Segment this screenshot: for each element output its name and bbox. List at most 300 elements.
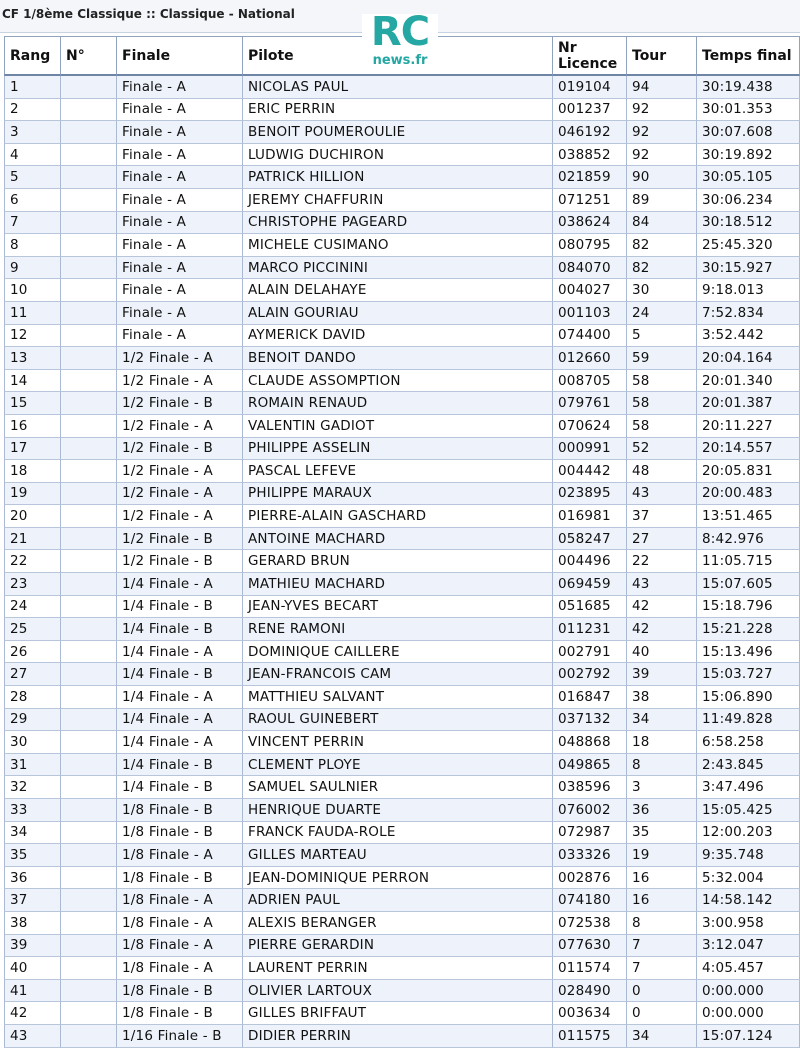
cell-temps-final: 30:07.608 — [696, 121, 800, 144]
cell-licence: 080795 — [552, 234, 626, 257]
cell-finale: 1/2 Finale - A — [116, 347, 242, 370]
cell-pilote: AYMERICK DAVID — [242, 325, 552, 348]
cell-rang: 20 — [4, 505, 60, 528]
cell-licence: 070624 — [552, 415, 626, 438]
table-row — [4, 370, 800, 393]
cell-licence: 003634 — [552, 1002, 626, 1025]
cell-tour: 0 — [626, 1002, 696, 1025]
table-row — [4, 257, 800, 280]
cell-tour: 48 — [626, 460, 696, 483]
cell-rang: 6 — [4, 189, 60, 212]
cell-temps-final: 3:52.442 — [696, 325, 800, 348]
cell-tour: 8 — [626, 754, 696, 777]
cell-tour: 82 — [626, 234, 696, 257]
cell-tour: 36 — [626, 799, 696, 822]
cell-tour: 0 — [626, 980, 696, 1003]
table-row — [4, 731, 800, 754]
table-row — [4, 99, 800, 122]
cell-rang: 18 — [4, 460, 60, 483]
cell-pilote: NICOLAS PAUL — [242, 76, 552, 99]
column-header-rang[interactable]: Rang — [4, 36, 60, 76]
cell-temps-final: 20:05.831 — [696, 460, 800, 483]
table-body — [4, 76, 800, 1048]
cell-licence: 048868 — [552, 731, 626, 754]
cell-licence: 074400 — [552, 325, 626, 348]
cell-pilote: ERIC PERRIN — [242, 99, 552, 122]
cell-licence: 011231 — [552, 618, 626, 641]
cell-rang: 41 — [4, 980, 60, 1003]
cell-licence: 077630 — [552, 935, 626, 958]
cell-tour: 22 — [626, 550, 696, 573]
table-row — [4, 325, 800, 348]
cell-temps-final: 8:42.976 — [696, 528, 800, 551]
cell-finale: 1/2 Finale - B — [116, 550, 242, 573]
table-row — [4, 957, 800, 980]
table-row — [4, 528, 800, 551]
cell-licence: 012660 — [552, 347, 626, 370]
cell-pilote: PHILIPPE MARAUX — [242, 483, 552, 506]
cell-pilote: DIDIER PERRIN — [242, 1025, 552, 1048]
cell-temps-final: 14:58.142 — [696, 889, 800, 912]
cell-pilote: MARCO PICCININI — [242, 257, 552, 280]
cell-licence: 058247 — [552, 528, 626, 551]
cell-temps-final: 20:11.227 — [696, 415, 800, 438]
cell-finale: 1/8 Finale - A — [116, 912, 242, 935]
cell-numero — [60, 912, 116, 935]
cell-numero — [60, 776, 116, 799]
table-row — [4, 889, 800, 912]
cell-finale: 1/2 Finale - A — [116, 370, 242, 393]
cell-pilote: JEREMY CHAFFURIN — [242, 189, 552, 212]
cell-temps-final: 5:32.004 — [696, 867, 800, 890]
table-row — [4, 1002, 800, 1025]
cell-pilote: DOMINIQUE CAILLERE — [242, 641, 552, 664]
cell-temps-final: 30:15.927 — [696, 257, 800, 280]
cell-numero — [60, 347, 116, 370]
table-row — [4, 279, 800, 302]
table-row — [4, 76, 800, 99]
cell-rang: 36 — [4, 867, 60, 890]
cell-licence: 011575 — [552, 1025, 626, 1048]
cell-numero — [60, 663, 116, 686]
cell-numero — [60, 505, 116, 528]
cell-licence: 002791 — [552, 641, 626, 664]
cell-licence: 038624 — [552, 212, 626, 235]
cell-tour: 42 — [626, 596, 696, 619]
cell-numero — [60, 867, 116, 890]
cell-tour: 59 — [626, 347, 696, 370]
cell-tour: 52 — [626, 438, 696, 461]
table-row — [4, 573, 800, 596]
cell-tour: 58 — [626, 415, 696, 438]
cell-licence: 000991 — [552, 438, 626, 461]
cell-numero — [60, 76, 116, 99]
table-row — [4, 776, 800, 799]
cell-licence: 046192 — [552, 121, 626, 144]
cell-licence: 037132 — [552, 709, 626, 732]
cell-rang: 15 — [4, 392, 60, 415]
cell-rang: 40 — [4, 957, 60, 980]
cell-licence: 002792 — [552, 663, 626, 686]
cell-tour: 43 — [626, 483, 696, 506]
table-row — [4, 189, 800, 212]
cell-numero — [60, 121, 116, 144]
cell-numero — [60, 889, 116, 912]
cell-pilote: ROMAIN RENAUD — [242, 392, 552, 415]
cell-finale: 1/2 Finale - B — [116, 392, 242, 415]
cell-rang: 19 — [4, 483, 60, 506]
cell-finale: 1/8 Finale - A — [116, 889, 242, 912]
table-row — [4, 234, 800, 257]
cell-numero — [60, 731, 116, 754]
cell-finale: 1/4 Finale - A — [116, 641, 242, 664]
cell-tour: 8 — [626, 912, 696, 935]
cell-temps-final: 3:47.496 — [696, 776, 800, 799]
cell-tour: 24 — [626, 302, 696, 325]
cell-temps-final: 7:52.834 — [696, 302, 800, 325]
cell-finale: 1/4 Finale - A — [116, 731, 242, 754]
cell-temps-final: 15:18.796 — [696, 596, 800, 619]
cell-tour: 89 — [626, 189, 696, 212]
table-row — [4, 415, 800, 438]
table-row — [4, 550, 800, 573]
cell-temps-final: 30:06.234 — [696, 189, 800, 212]
cell-tour: 58 — [626, 370, 696, 393]
cell-numero — [60, 686, 116, 709]
cell-pilote: ALEXIS BERANGER — [242, 912, 552, 935]
cell-rang: 38 — [4, 912, 60, 935]
column-header-finale[interactable]: Finale — [116, 36, 242, 76]
cell-numero — [60, 822, 116, 845]
cell-tour: 92 — [626, 144, 696, 167]
cell-rang: 5 — [4, 166, 60, 189]
table-row — [4, 212, 800, 235]
table-row — [4, 867, 800, 890]
table-row — [4, 709, 800, 732]
cell-temps-final: 4:05.457 — [696, 957, 800, 980]
cell-finale: 1/4 Finale - A — [116, 686, 242, 709]
cell-licence: 001237 — [552, 99, 626, 122]
cell-numero — [60, 415, 116, 438]
cell-tour: 92 — [626, 99, 696, 122]
cell-licence: 074180 — [552, 889, 626, 912]
cell-pilote: CHRISTOPHE PAGEARD — [242, 212, 552, 235]
cell-finale: Finale - A — [116, 144, 242, 167]
cell-finale: 1/4 Finale - B — [116, 776, 242, 799]
cell-pilote: MATTHIEU SALVANT — [242, 686, 552, 709]
cell-numero — [60, 257, 116, 280]
cell-pilote: JEAN-DOMINIQUE PERRON — [242, 867, 552, 890]
cell-numero — [60, 935, 116, 958]
results-table — [4, 36, 800, 1048]
cell-finale: 1/8 Finale - A — [116, 844, 242, 867]
cell-tour: 43 — [626, 573, 696, 596]
cell-licence: 072987 — [552, 822, 626, 845]
cell-pilote: ALAIN GOURIAU — [242, 302, 552, 325]
cell-temps-final: 9:35.748 — [696, 844, 800, 867]
cell-licence: 011574 — [552, 957, 626, 980]
cell-finale: 1/4 Finale - B — [116, 663, 242, 686]
page-title: CF 1/8ème Classique :: Classique - National — [2, 7, 295, 21]
cell-pilote: RAOUL GUINEBERT — [242, 709, 552, 732]
cell-pilote: PATRICK HILLION — [242, 166, 552, 189]
cell-pilote: RENE RAMONI — [242, 618, 552, 641]
cell-finale: 1/8 Finale - A — [116, 935, 242, 958]
cell-tour: 84 — [626, 212, 696, 235]
cell-numero — [60, 1025, 116, 1048]
cell-rang: 7 — [4, 212, 60, 235]
table-row — [4, 121, 800, 144]
cell-numero — [60, 279, 116, 302]
cell-numero — [60, 799, 116, 822]
cell-finale: 1/2 Finale - B — [116, 528, 242, 551]
cell-temps-final: 30:18.512 — [696, 212, 800, 235]
cell-numero — [60, 957, 116, 980]
cell-temps-final: 15:05.425 — [696, 799, 800, 822]
cell-finale: 1/2 Finale - A — [116, 415, 242, 438]
cell-licence: 072538 — [552, 912, 626, 935]
cell-pilote: BENOIT DANDO — [242, 347, 552, 370]
cell-numero — [60, 641, 116, 664]
cell-rang: 34 — [4, 822, 60, 845]
cell-licence: 038596 — [552, 776, 626, 799]
cell-licence: 004442 — [552, 460, 626, 483]
cell-licence: 016981 — [552, 505, 626, 528]
table-row — [4, 844, 800, 867]
cell-rang: 12 — [4, 325, 60, 348]
cell-pilote: LUDWIG DUCHIRON — [242, 144, 552, 167]
cell-rang: 27 — [4, 663, 60, 686]
cell-finale: Finale - A — [116, 212, 242, 235]
cell-temps-final: 3:00.958 — [696, 912, 800, 935]
cell-finale: 1/4 Finale - B — [116, 596, 242, 619]
cell-numero — [60, 618, 116, 641]
cell-licence: 071251 — [552, 189, 626, 212]
cell-finale: Finale - A — [116, 76, 242, 99]
cell-pilote: SAMUEL SAULNIER — [242, 776, 552, 799]
cell-pilote: PIERRE GERARDIN — [242, 935, 552, 958]
logo-main-text: RC — [370, 9, 430, 55]
cell-finale: 1/4 Finale - A — [116, 709, 242, 732]
cell-finale: 1/2 Finale - A — [116, 483, 242, 506]
cell-finale: Finale - A — [116, 234, 242, 257]
cell-tour: 3 — [626, 776, 696, 799]
cell-temps-final: 15:13.496 — [696, 641, 800, 664]
cell-finale: 1/8 Finale - B — [116, 822, 242, 845]
cell-licence: 069459 — [552, 573, 626, 596]
cell-pilote: GILLES BRIFFAUT — [242, 1002, 552, 1025]
cell-licence: 021859 — [552, 166, 626, 189]
cell-tour: 16 — [626, 889, 696, 912]
cell-rang: 30 — [4, 731, 60, 754]
cell-numero — [60, 99, 116, 122]
cell-tour: 92 — [626, 121, 696, 144]
cell-pilote: JEAN-FRANCOIS CAM — [242, 663, 552, 686]
cell-temps-final: 11:05.715 — [696, 550, 800, 573]
cell-licence: 079761 — [552, 392, 626, 415]
cell-temps-final: 11:49.828 — [696, 709, 800, 732]
column-header-licence[interactable]: Nr Licence — [552, 36, 626, 76]
cell-pilote: FRANCK FAUDA-ROLE — [242, 822, 552, 845]
cell-rang: 26 — [4, 641, 60, 664]
cell-numero — [60, 370, 116, 393]
cell-temps-final: 20:04.164 — [696, 347, 800, 370]
cell-rang: 33 — [4, 799, 60, 822]
cell-temps-final: 3:12.047 — [696, 935, 800, 958]
cell-licence: 028490 — [552, 980, 626, 1003]
logo-sub-text: news.fr — [372, 53, 428, 68]
cell-numero — [60, 596, 116, 619]
cell-rang: 10 — [4, 279, 60, 302]
cell-rang: 22 — [4, 550, 60, 573]
table-row — [4, 438, 800, 461]
cell-pilote: GILLES MARTEAU — [242, 844, 552, 867]
cell-numero — [60, 234, 116, 257]
cell-licence: 019104 — [552, 76, 626, 99]
column-header-numero[interactable]: N° — [60, 36, 116, 76]
cell-pilote: HENRIQUE DUARTE — [242, 799, 552, 822]
cell-licence: 008705 — [552, 370, 626, 393]
cell-rang: 1 — [4, 76, 60, 99]
cell-tour: 37 — [626, 505, 696, 528]
cell-temps-final: 13:51.465 — [696, 505, 800, 528]
table-row — [4, 1025, 800, 1048]
table-row — [4, 483, 800, 506]
cell-numero — [60, 212, 116, 235]
cell-finale: 1/4 Finale - A — [116, 573, 242, 596]
cell-finale: 1/8 Finale - B — [116, 799, 242, 822]
cell-tour: 5 — [626, 325, 696, 348]
cell-rang: 3 — [4, 121, 60, 144]
cell-finale: 1/2 Finale - A — [116, 505, 242, 528]
table-row — [4, 596, 800, 619]
table-row — [4, 822, 800, 845]
cell-finale: Finale - A — [116, 325, 242, 348]
cell-numero — [60, 528, 116, 551]
cell-tour: 27 — [626, 528, 696, 551]
cell-tour: 34 — [626, 1025, 696, 1048]
cell-licence: 038852 — [552, 144, 626, 167]
cell-finale: 1/2 Finale - A — [116, 460, 242, 483]
cell-temps-final: 20:14.557 — [696, 438, 800, 461]
cell-numero — [60, 189, 116, 212]
cell-finale: Finale - A — [116, 279, 242, 302]
cell-temps-final: 15:07.124 — [696, 1025, 800, 1048]
cell-temps-final: 30:05.105 — [696, 166, 800, 189]
cell-temps-final: 15:21.228 — [696, 618, 800, 641]
table-row — [4, 754, 800, 777]
cell-pilote: VALENTIN GADIOT — [242, 415, 552, 438]
cell-tour: 16 — [626, 867, 696, 890]
table-row — [4, 663, 800, 686]
cell-tour: 90 — [626, 166, 696, 189]
cell-numero — [60, 980, 116, 1003]
column-header-temps-final[interactable]: Temps final — [696, 36, 800, 76]
cell-rang: 42 — [4, 1002, 60, 1025]
cell-rang: 23 — [4, 573, 60, 596]
cell-tour: 34 — [626, 709, 696, 732]
cell-pilote: OLIVIER LARTOUX — [242, 980, 552, 1003]
cell-numero — [60, 460, 116, 483]
cell-numero — [60, 438, 116, 461]
cell-rang: 13 — [4, 347, 60, 370]
cell-rang: 43 — [4, 1025, 60, 1048]
cell-pilote: PASCAL LEFEVE — [242, 460, 552, 483]
cell-rang: 17 — [4, 438, 60, 461]
cell-pilote: MATHIEU MACHARD — [242, 573, 552, 596]
cell-temps-final: 2:43.845 — [696, 754, 800, 777]
cell-licence: 023895 — [552, 483, 626, 506]
cell-rang: 39 — [4, 935, 60, 958]
cell-pilote: VINCENT PERRIN — [242, 731, 552, 754]
cell-numero — [60, 325, 116, 348]
cell-pilote: ANTOINE MACHARD — [242, 528, 552, 551]
cell-finale: Finale - A — [116, 166, 242, 189]
cell-licence: 049865 — [552, 754, 626, 777]
cell-finale: Finale - A — [116, 189, 242, 212]
cell-licence: 016847 — [552, 686, 626, 709]
cell-temps-final: 30:01.353 — [696, 99, 800, 122]
cell-pilote: GERARD BRUN — [242, 550, 552, 573]
cell-temps-final: 20:01.340 — [696, 370, 800, 393]
cell-tour: 94 — [626, 76, 696, 99]
cell-rang: 32 — [4, 776, 60, 799]
cell-numero — [60, 550, 116, 573]
cell-temps-final: 15:03.727 — [696, 663, 800, 686]
cell-tour: 38 — [626, 686, 696, 709]
cell-pilote: BENOIT POUMEROULIE — [242, 121, 552, 144]
cell-finale: Finale - A — [116, 257, 242, 280]
cell-licence: 001103 — [552, 302, 626, 325]
cell-numero — [60, 302, 116, 325]
cell-tour: 7 — [626, 957, 696, 980]
cell-pilote: CLAUDE ASSOMPTION — [242, 370, 552, 393]
cell-numero — [60, 483, 116, 506]
cell-tour: 7 — [626, 935, 696, 958]
cell-finale: 1/8 Finale - B — [116, 867, 242, 890]
table-row — [4, 505, 800, 528]
column-header-pilote[interactable]: Pilote — [242, 36, 552, 76]
cell-finale: 1/4 Finale - B — [116, 618, 242, 641]
cell-numero — [60, 144, 116, 167]
cell-pilote: PHILIPPE ASSELIN — [242, 438, 552, 461]
cell-rang: 11 — [4, 302, 60, 325]
cell-tour: 35 — [626, 822, 696, 845]
cell-finale: 1/8 Finale - B — [116, 1002, 242, 1025]
cell-pilote: ADRIEN PAUL — [242, 889, 552, 912]
table-row — [4, 144, 800, 167]
cell-temps-final: 15:07.605 — [696, 573, 800, 596]
cell-numero — [60, 392, 116, 415]
cell-rang: 8 — [4, 234, 60, 257]
column-header-tour[interactable]: Tour — [626, 36, 696, 76]
table-row — [4, 302, 800, 325]
cell-tour: 42 — [626, 618, 696, 641]
table-row — [4, 392, 800, 415]
table-row — [4, 935, 800, 958]
cell-finale: 1/8 Finale - B — [116, 980, 242, 1003]
cell-tour: 82 — [626, 257, 696, 280]
cell-licence: 076002 — [552, 799, 626, 822]
cell-tour: 40 — [626, 641, 696, 664]
cell-pilote: LAURENT PERRIN — [242, 957, 552, 980]
cell-finale: Finale - A — [116, 302, 242, 325]
cell-rang: 28 — [4, 686, 60, 709]
cell-temps-final: 20:00.483 — [696, 483, 800, 506]
cell-numero — [60, 166, 116, 189]
cell-temps-final: 9:18.013 — [696, 279, 800, 302]
table-row — [4, 618, 800, 641]
